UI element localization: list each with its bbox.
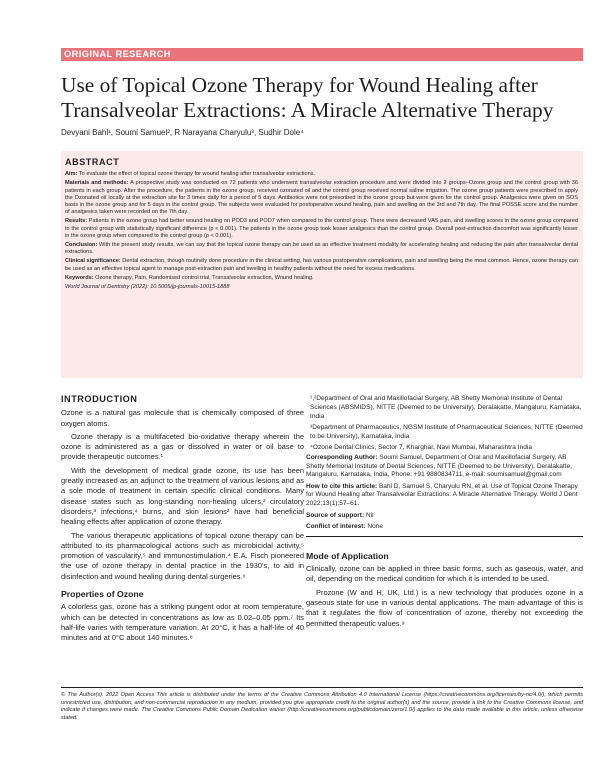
corresponding-author (306, 454, 583, 480)
abstract-label: Results: (65, 218, 88, 225)
abstract-keywords (65, 275, 578, 282)
abstract-heading: ABSTRACT (65, 157, 120, 167)
article-type-badge: ORIGINAL RESEARCH (61, 48, 583, 61)
abstract-text: Ozone therapy, Pain, Randomised control trial, Transalveolar extraction, Wound healing. (93, 274, 314, 281)
abstract-methods (65, 180, 578, 216)
properties-paragraph: A colorless gas, ozone has a striking pungent odor at room temperature, which can be detected in concentrations as low as 0.02–0.05 ppm.⁷ Its half-life varies with temperature variation. At 20°C, it has a half-life of 40 minutes and at 0°C about 140 minutes.⁸ (61, 602, 304, 643)
mode-paragraph: Clinically, ozone can be applied in three basic forms, such as gaseous, water, and oil, depending on the medical condition for which it is intended to be used. (306, 564, 583, 584)
field-label: Corresponding Author: (306, 454, 378, 461)
left-column (61, 394, 304, 647)
affiliation: ⁴Ozone Dental Clinics, Sector 7, Kharghar, Navi Mumbai, Maharashtra India (310, 444, 532, 451)
abstract-label: Aim: (65, 171, 78, 178)
section-divider (306, 536, 583, 537)
how-to-cite (306, 483, 583, 509)
mode-paragraph: Prozone (W and H, UK, Ltd.) is a new technology that produces ozone in a gaseous state for use in various dental applications. The main advantage of this is that it regulates the flow of concentration of ozone, thereby not exceeding the permitted therapeutic values.⁹ (306, 587, 583, 628)
abstract-text: Dental extraction, though routinely done procedure in the clinical setting, has various postoperative complications, pain and swelling being the most common. Hence, ozone therapy can be used as an effective topical agent to manage post-extraction pain and swelling in healthy patients without the need for excess medications. (65, 258, 578, 272)
field-label: How to cite this article: (306, 482, 378, 490)
abstract-text: To evaluate the effect of topical ozone therapy for wound healing after transalveolar extractions. (77, 171, 316, 178)
introduction-heading: INTRODUCTION (61, 394, 138, 404)
field-label: Conflict of interest: (306, 523, 366, 531)
affiliation: ³Department of Pharmaceutics, NGSM Institute of Pharmaceutical Sciences, NITTE (Deemed to be University), Karnataka, India (310, 424, 583, 440)
field-text: None (365, 523, 383, 531)
journal-citation: World Journal of Dentistry (2022): 10.5005/jp-journals-10015-1888 (65, 284, 230, 291)
field-label: Source of support: (306, 511, 365, 519)
abstract-text: Patients in the ozone group had better wound healing on POD3 and POD7 when compared to the control group. There were decreased VAS pain, and swelling scores in the ozone group compared to the control group with statistically significant difference (p < 0.001). The patients in the ozone group took lesser analgesics than the control group. Overall post-extraction discomfort was significantly lesser in the ozone group when compared to the control group (p < 0.001). (65, 218, 578, 239)
mode-heading: Mode of Application (306, 550, 389, 561)
properties-heading: Properties of Ozone (61, 589, 144, 600)
field-text: Soumi Samuel, Department of Oral and Maxillofacial Surgery, AB Shetty Memorial Institute of Dental Sciences, NITTE (Deemed to be University), Deralakatte, Mangaluru, Karnataka, India, Phone: +91 9880834711, e-mail: soumisamuel@gmail.com (306, 454, 572, 479)
intro-paragraph: Ozone is a natural gas molecule that is chemically composed of three oxygen atoms. (61, 408, 304, 428)
abstract-results (65, 218, 578, 240)
abstract-text: With the present study results, we can say that the topical ozone therapy can be used as an effective treatment modality for accelerating healing and reducing the pain after transalveolar dental extractions. (65, 242, 578, 256)
abstract-text: A prospective study was conducted on 72 patients who underwent transalveolar extraction procedure and were divided into 2 groups–Ozone group and the control group with 36 patients in each group. After the procedure, the patients in the ozone group, received ozonated oil and the control group received normal saline irrigation. The ozone group patients were prescribed to apply the Ozonated oil locally at the extraction site for 3 times daily for a period of 5 days. Antibiotics were not prescribed in the ozone group but were given for the control group. Analgesics were given on SOS basis in the ozone group and for 5 days in the control group. The subjects were evaluated for postoperative wound healing, pain and swelling on the 3rd and 7th day. The final POSSE score and the number of analgesics taken were recorded on the 7th day. (65, 180, 578, 216)
abstract-label: Clinical significance: (65, 258, 121, 265)
intro-paragraph: Ozone therapy is a multifaceted bio-oxidative therapy wherein the ozone is administered as a gas or dissolved in water or oil base to provide therapeutic outcomes.¹ (61, 431, 304, 462)
abstract-significance (65, 258, 578, 272)
abstract-label: Conclusion: (65, 242, 98, 249)
intro-paragraph: The various therapeutic applications of topical ozone therapy can be attributed to its pharmacological actions such as microbicidal activity,⁵ promotion of vascularity,⁵ and immunostimulation.⁴ E.A. Fisch pioneered the use of ozone therapy in dental practice in the 1930's, to aid in disinfection and wound healing during dental surgeries.⁶ (61, 530, 304, 581)
conflict-of-interest (306, 523, 583, 532)
abstract-conclusion (65, 242, 578, 256)
footer-divider (61, 687, 583, 688)
abstract-label: Keywords: (65, 274, 94, 281)
article-title: Use of Topical Ozone Therapy for Wound Healing after Transalveolar Extractions: A Miracle Alternative Therapy (61, 73, 554, 122)
abstract-label: Materials and methods: (65, 180, 129, 187)
intro-paragraph: With the development of medical grade ozone, its use has been greatly increased as an adjunct to the treatment of various lesions and as a sole mode of treatment in certain specific clinical conditions. Many disease states such as long-standing non-healing ulcers,² circulatory disorders,³ infections,⁴ burns, and skin lesions² have had beneficial healing effects after application of ozone therapy. (61, 465, 304, 527)
field-text: Bahl D, Samuel S, Charyulu RN, et al. Use of Topical Ozone Therapy for Wound Healing after Transalveolar Extractions: A Miracle Alternative Therapy. World J Dent 2022;13(1):57–61. (306, 482, 578, 507)
field-text: Nil (364, 511, 374, 519)
author-list: Devyani Bahl¹, Soumi Samuel², R Narayana Charyulu³, Sudhir Dole⁴ (61, 128, 304, 137)
right-column (306, 394, 583, 632)
abstract-aim (65, 171, 578, 178)
license-footer: © The Author(s). 2022 Open Access This article is distributed under the terms of the Creative Commons Attribution 4.0 International License (https://creativecommons.org/licenses/by-nc/4.0/), which permits unrestricted use, distribution, and non-commercial reproduction in any medium, provided you give appropriate credit to the original author(s) and the source, provide a link to the Creative Commons license, and indicate if changes were made. The Creative Commons Public Domain Dedication waiver (http://creativecommons.org/publicdomain/zero/1.0/) applies to the data made available in this article, unless otherwise stated. (61, 692, 583, 721)
abstract-box (61, 151, 583, 378)
affiliation: ¹,²Department of Oral and Maxillofacial Surgery, AB Shetty Memorial Institute of Dental Sciences (ABSMIDS), NITTE (Deemed to be University), Deralakatte, Mangaluru, Karnataka, India (310, 395, 582, 420)
source-of-support (306, 512, 583, 521)
